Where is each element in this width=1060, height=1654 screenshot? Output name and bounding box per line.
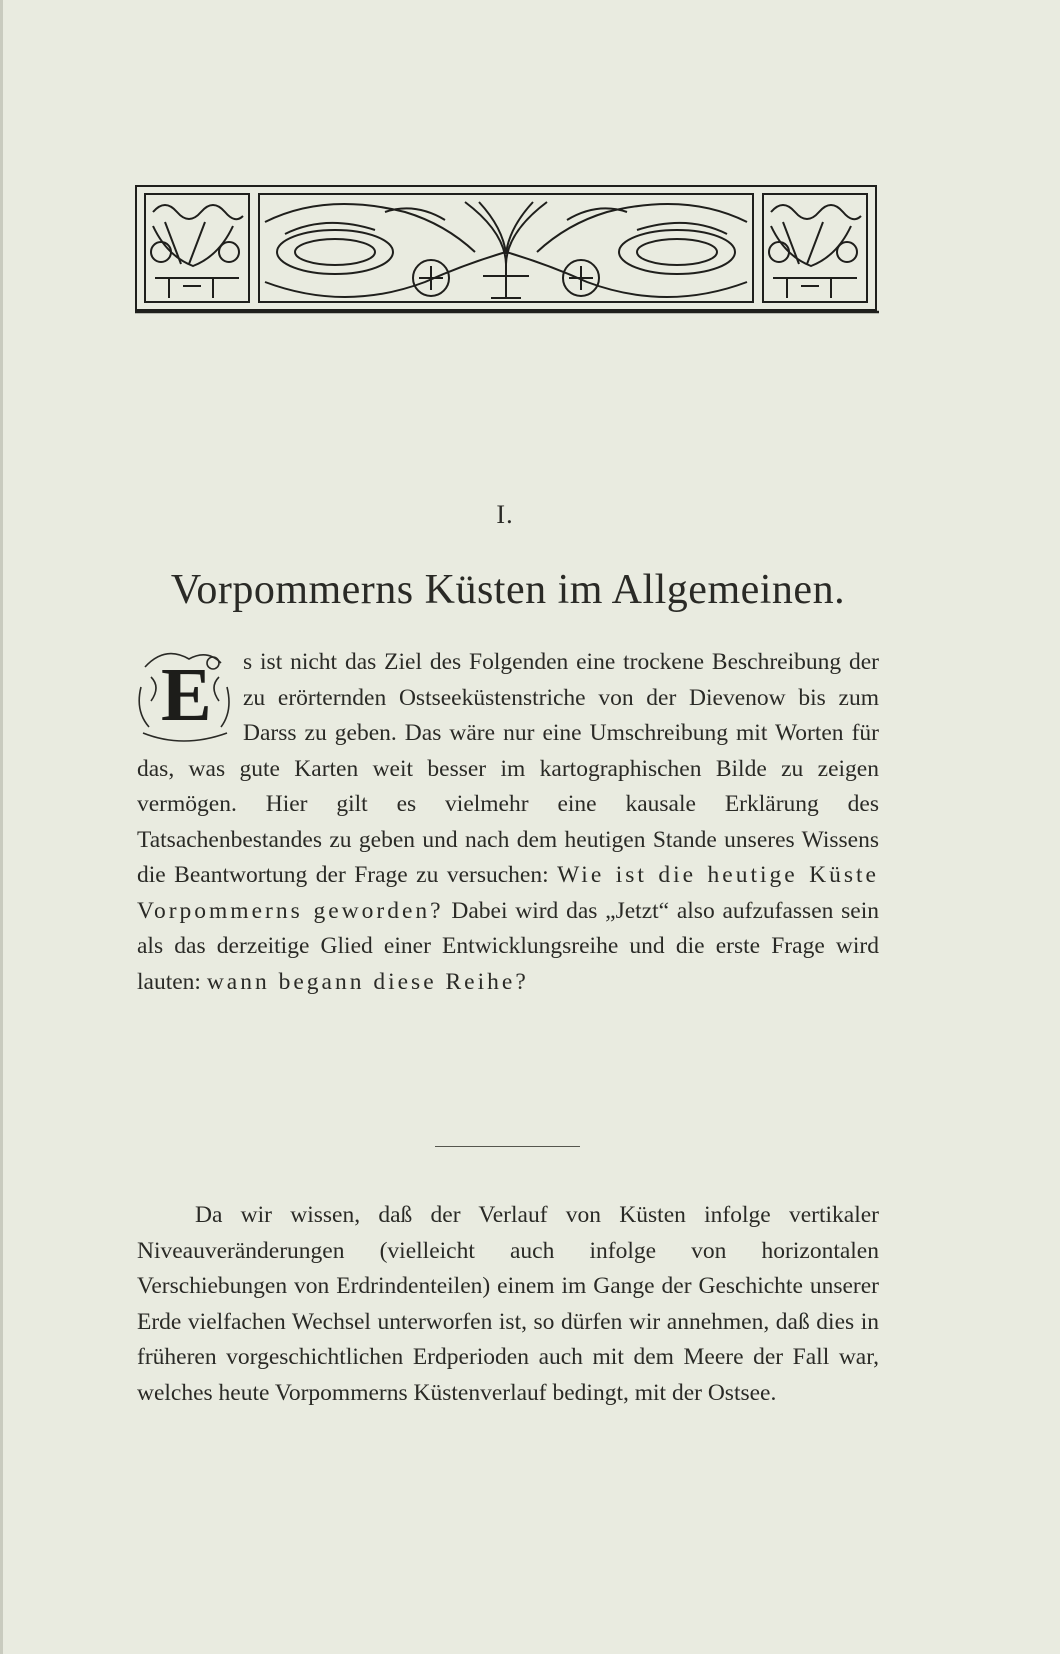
- paragraph-1-text-b: Dabei wird das „Jetzt“ also aufzufassen sein als das derzeitige Glied einer Entwicklungsreihe und die erste Frage wird lauten:: [137, 897, 879, 995]
- section-divider: [435, 1146, 580, 1147]
- page-edge: [0, 0, 3, 1654]
- paragraph-1-emphasis-b: wann begann diese Reihe?: [206, 968, 529, 995]
- paragraph-1-emphasis-a: Wie ist die heutige Küste Vorpommerns geworden?: [137, 862, 879, 924]
- paragraph-1: [137, 645, 879, 1000]
- ornamental-headpiece: [135, 182, 879, 314]
- paragraph-2: Da wir wissen, daß der Verlauf von Küsten infolge vertikaler Niveauveränderungen (vielleicht auch infolge von horizontalen Verschiebungen von Erdrindenteilen) einem im Gange der Geschichte unserer Erde vielfachen Wechsel unterworfen ist, so dürfen wir annehmen, daß dies in früheren vorgeschichtlichen Erdperioden auch mit dem Meere der Fall war, welches heute Vorpommerns Küstenverlauf bedingt, mit der Ostsee.: [137, 1202, 879, 1406]
- chapter-title: Vorpommerns Küsten im Allgemeinen.: [170, 567, 846, 613]
- chapter-number: I.: [496, 500, 514, 529]
- dropcap-letter: E: [161, 653, 212, 737]
- paragraph-1-text-a: s ist nicht das Ziel des Folgenden eine trockene Beschreibung der zu erörternden Ostseeküstenstriche von der Dievenow bis zum Darss zu geben. Das wäre nur eine Umschreibung mit Worten für das, was gute Karten weit besser im kartographischen Bilde zu zeigen vermögen. Hier gilt es vielmehr eine kausale Erklärung des Tatsachenbestandes zu geben und nach dem heutigen Stande unseres Wissens die Beantwortung der Frage zu versuchen:: [137, 649, 879, 888]
- decorated-initial: [135, 647, 235, 747]
